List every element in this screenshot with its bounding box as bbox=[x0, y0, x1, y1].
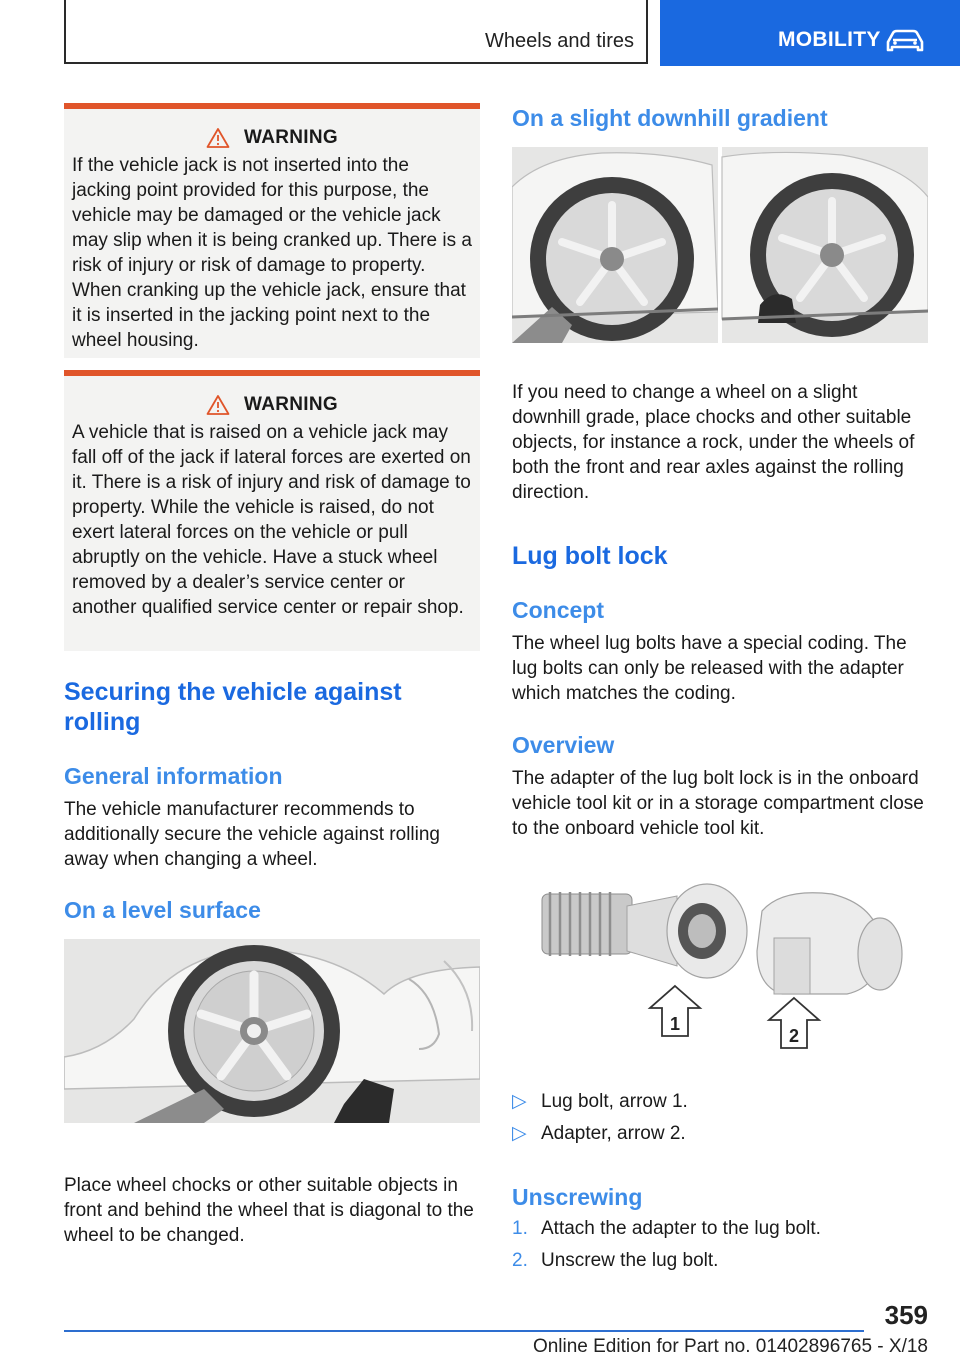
list-item bbox=[512, 1086, 928, 1118]
header-chapter-tab[interactable] bbox=[660, 0, 960, 66]
list-item bbox=[512, 1118, 928, 1150]
section-heading-securing: Securing the vehicle against rolling bbox=[64, 678, 402, 736]
list-bullet: ▷ bbox=[512, 1091, 527, 1112]
step-text: Attach the adapter to the lug bolt. bbox=[541, 1218, 821, 1239]
overview-text: The adapter of the lug bolt lock is in the onboard vehicle tool kit or in a storage compartment close to the onboard vehicle tool kit. bbox=[512, 768, 924, 839]
footer-edition: Online Edition for Part no. 01402896765 - X/18 bbox=[532, 1336, 928, 1357]
warning-box-jacking-point bbox=[64, 103, 480, 358]
general-information-text: The vehicle manufacturer recommends to additionally secure the vehicle against rolling away when changing a wheel. bbox=[64, 799, 441, 870]
level-surface-text: Place wheel chocks or other suitable objects in front and behind the wheel that is diagonal to the wheel to be changed. bbox=[64, 1175, 474, 1246]
arrow-2-label: 2 bbox=[788, 1026, 800, 1046]
warning-triangle-icon bbox=[206, 127, 230, 149]
downhill-gradient-text: If you need to change a wheel on a slight downhill grade, place chocks and other suitable objects, for instance a rock, under the wheels of both the front and rear axles against the rolling direction. bbox=[512, 382, 915, 503]
footer-divider bbox=[64, 1330, 864, 1332]
lug-bolt-parts-list bbox=[512, 1086, 928, 1150]
section-heading-lug-bolt-lock: Lug bolt lock bbox=[512, 542, 668, 570]
header-chapter-label: MOBILITY bbox=[778, 28, 881, 51]
warning-header bbox=[72, 127, 472, 149]
warning-box-lateral-forces bbox=[64, 370, 480, 651]
arrow-1-label: 1 bbox=[669, 1014, 681, 1034]
level-surface-illustration bbox=[64, 939, 480, 1123]
list-item-text: Adapter, arrow 2. bbox=[541, 1123, 686, 1144]
step-number: 2. bbox=[512, 1250, 528, 1271]
warning-triangle-icon bbox=[206, 394, 230, 416]
subheading-unscrewing: Unscrewing bbox=[512, 1184, 643, 1210]
downhill-gradient-illustration bbox=[512, 147, 928, 343]
step-number: 1. bbox=[512, 1218, 528, 1239]
subheading-downhill-gradient: On a slight downhill gradient bbox=[512, 105, 828, 131]
lug-bolt-and-adapter-image bbox=[512, 866, 928, 1066]
header-section-box bbox=[64, 0, 648, 64]
step-text: Unscrew the lug bolt. bbox=[541, 1250, 719, 1271]
concept-text: The wheel lug bolts have a special coding. The lug bolts can only be released with the adapter which matches the coding. bbox=[512, 633, 907, 704]
list-item bbox=[512, 1245, 928, 1277]
warning-text: A vehicle that is raised on a vehicle jack may fall off of the jack if lateral forces are exerted on it. There is a risk of injury and risk of damage to property. While the vehicle is raised, do not exert lateral forces on the vehicle or pull abruptly on the vehicle. Have a stuck wheel removed by a dealer’s service center or another qualified service center or repair shop. bbox=[72, 422, 471, 618]
car-icon bbox=[884, 28, 926, 54]
lug-bolt-illustration bbox=[512, 866, 928, 1066]
list-bullet: ▷ bbox=[512, 1123, 527, 1144]
subheading-level-surface: On a level surface bbox=[64, 897, 261, 923]
downhill-chocks-image bbox=[512, 147, 928, 343]
header-section-title: Wheels and tires bbox=[485, 30, 634, 52]
list-item bbox=[512, 1213, 928, 1245]
page-number: 359 bbox=[884, 1300, 928, 1330]
subheading-concept: Concept bbox=[512, 597, 604, 623]
subheading-general-information: General information bbox=[64, 763, 283, 789]
list-item-text: Lug bolt, arrow 1. bbox=[541, 1091, 688, 1112]
subheading-overview: Overview bbox=[512, 732, 615, 758]
wheel-chock-image bbox=[64, 939, 480, 1123]
warning-header bbox=[72, 394, 472, 416]
warning-label: WARNING bbox=[244, 127, 338, 148]
unscrewing-steps-list bbox=[512, 1213, 928, 1277]
warning-label: WARNING bbox=[244, 394, 338, 415]
warning-text: If the vehicle jack is not inserted into the jacking point provided for this purpose, the vehicle may be damaged or the vehicle jack may slip when it is being cranked up. There is a risk of injury or risk of damage to property. When cranking up the vehicle jack, ensure that it is inserted in the jacking point next to the wheel housing. bbox=[72, 155, 472, 351]
